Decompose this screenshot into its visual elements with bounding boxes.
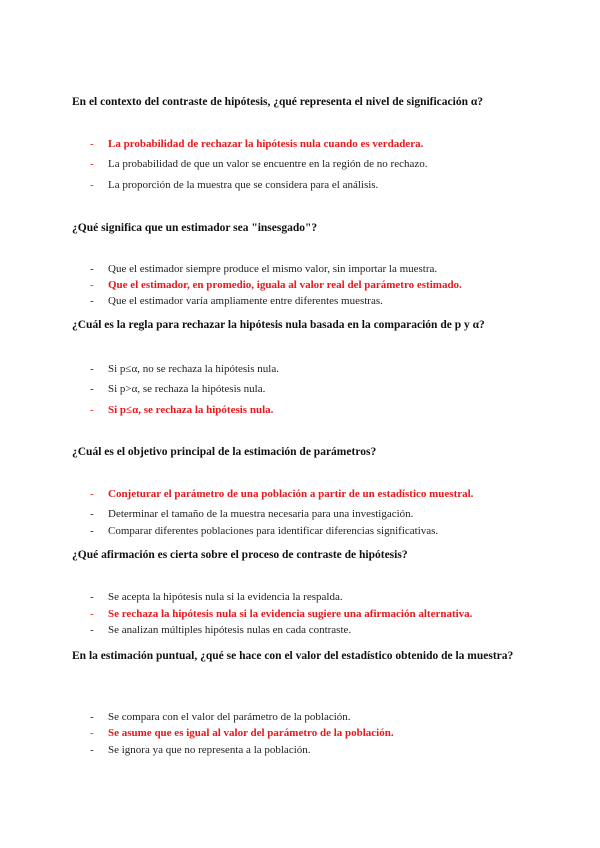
bullet-dash: - xyxy=(90,525,94,537)
option-text: Si p≤α, no se rechaza la hipótesis nula. xyxy=(108,363,279,375)
bullet-dash: - xyxy=(90,591,94,603)
bullet-dash: - xyxy=(90,508,94,520)
option-text: Se ignora ya que no representa a la población. xyxy=(108,744,311,756)
bullet-dash: - xyxy=(90,158,94,170)
question-2: ¿Qué significa que un estimador sea "insesgado"? xyxy=(72,222,318,234)
option-text: Si p≤α, se rechaza la hipótesis nula. xyxy=(108,404,274,416)
option-text: Se compara con el valor del parámetro de la población. xyxy=(108,711,351,723)
question-3: ¿Cuál es la regla para rechazar la hipótesis nula basada en la comparación de p y α? xyxy=(72,319,485,331)
option-text: Que el estimador siempre produce el mismo valor, sin importar la muestra. xyxy=(108,263,438,275)
option-text: Que el estimador, en promedio, iguala al valor real del parámetro estimado. xyxy=(108,279,462,291)
question-1: En el contexto del contraste de hipótesis, ¿qué representa el nivel de significación α? xyxy=(72,96,484,108)
option-text: La probabilidad de que un valor se encuentre en la región de no rechazo. xyxy=(108,158,428,170)
bullet-dash: - xyxy=(90,744,94,756)
option-text: Se rechaza la hipótesis nula si la evidencia sugiere una afirmación alternativa. xyxy=(108,608,473,620)
bullet-dash: - xyxy=(90,279,94,291)
bullet-dash: - xyxy=(90,383,94,395)
bullet-dash: - xyxy=(90,138,94,150)
bullet-dash: - xyxy=(90,179,94,191)
question-6: En la estimación puntual, ¿qué se hace con el valor del estadístico obtenido de la muestra? xyxy=(72,650,514,662)
option-text: Determinar el tamaño de la muestra necesaria para una investigación. xyxy=(108,508,414,520)
bullet-dash: - xyxy=(90,711,94,723)
option-text: Si p>α, se rechaza la hipótesis nula. xyxy=(108,383,266,395)
option-text: Conjeturar el parámetro de una población a partir de un estadístico muestral. xyxy=(108,488,474,500)
option-text: Que el estimador varía ampliamente entre diferentes muestras. xyxy=(108,295,383,307)
bullet-dash: - xyxy=(90,624,94,636)
option-text: Comparar diferentes poblaciones para identificar diferencias significativas. xyxy=(108,525,439,537)
option-text: Se asume que es igual al valor del parámetro de la población. xyxy=(108,727,394,739)
option-text: Se analizan múltiples hipótesis nulas en cada contraste. xyxy=(108,624,352,636)
option-text: Se acepta la hipótesis nula si la evidencia la respalda. xyxy=(108,591,343,603)
option-text: La probabilidad de rechazar la hipótesis nula cuando es verdadera. xyxy=(108,138,424,150)
question-4: ¿Cuál es el objetivo principal de la estimación de parámetros? xyxy=(72,446,377,458)
bullet-dash: - xyxy=(90,363,94,375)
bullet-dash: - xyxy=(90,295,94,307)
bullet-dash: - xyxy=(90,263,94,275)
bullet-dash: - xyxy=(90,727,94,739)
bullet-dash: - xyxy=(90,488,94,500)
bullet-dash: - xyxy=(90,608,94,620)
question-5: ¿Qué afirmación es cierta sobre el proceso de contraste de hipótesis? xyxy=(72,549,408,561)
bullet-dash: - xyxy=(90,404,94,416)
option-text: La proporción de la muestra que se considera para el análisis. xyxy=(108,179,379,191)
